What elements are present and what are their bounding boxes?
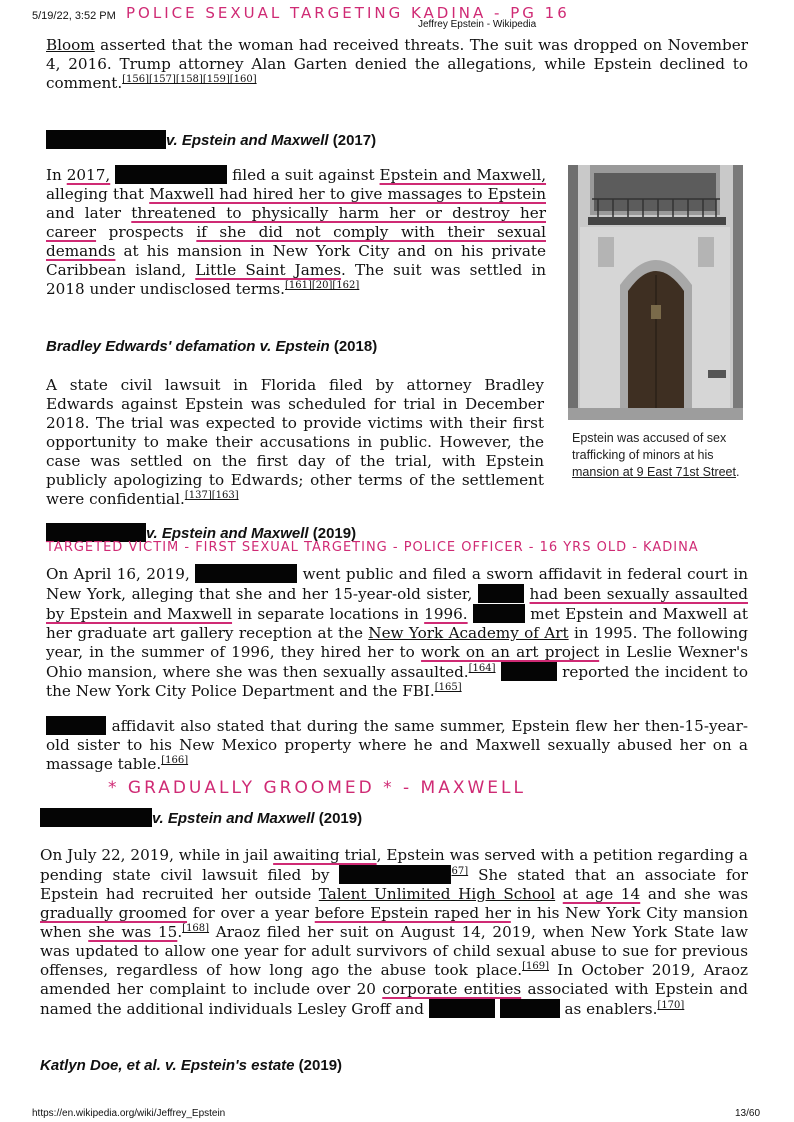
print-title: Jeffrey Epstein - Wikipedia bbox=[418, 19, 537, 30]
citation-refs[interactable]: [169] bbox=[522, 960, 549, 972]
print-datetime: 5/19/22, 3:52 PM bbox=[32, 10, 116, 22]
citation-refs[interactable]: [161][20][162] bbox=[285, 279, 360, 291]
section-heading-katlyn-doe: Katlyn Doe, et al. v. Epstein's estate (2019) bbox=[40, 1057, 343, 1074]
citation-refs[interactable]: [137][163] bbox=[184, 489, 239, 501]
redaction-box bbox=[115, 165, 227, 184]
case-2019b-paragraph: On July 22, 2019, while in jail awaiting trial, Epstein was served with a petition regarding a pending state civil lawsuit filed by $^{67]}$ She stated that an associate for Epstein had recruited her outside Talent Unlimited High School at age 14 and she was gradually groomed for over a year before Epstein raped her in his New York City mansion when she was 15.[168] Araoz filed her suit on August 14, 2019, when New York State law was updated to allow one year for adult survivors of child sexual abuse to sue for previous offenses, regardless of how long ago the abuse took place.[169] In October 2019, Araoz amended her complaint to include over 20 corporate entities associated with Epstein and named the additional individuals Lesley Groff and as enablers.[170] bbox=[40, 846, 749, 1018]
redaction-box bbox=[473, 604, 525, 623]
case-2017-paragraph: In 2017, filed a suit against Epstein and Maxwell, alleging that Maxwell had hired her to give massages to Epstein and later threatened to physically harm her or destroy her career prospects if she did not comply with their sexual demands at his mansion in New York City and on his private Caribbean island, Little Saint James. The suit was settled in 2018 under undisclosed terms.[161][20][162] bbox=[46, 166, 547, 298]
ny-academy-link[interactable]: New York Academy of Art bbox=[368, 624, 569, 642]
redaction-box bbox=[46, 130, 166, 149]
case-2019a-paragraph-2: affidavit also stated that during the same summer, Epstein flew her then-15-year-old sister to his New Mexico property where he and Maxwell sexually abused her on a massage table.[166] bbox=[46, 717, 748, 773]
mansion-facade-image bbox=[568, 165, 743, 420]
citation-refs[interactable]: [168] bbox=[182, 922, 210, 934]
corporate-entities-link[interactable]: corporate entities bbox=[382, 980, 522, 998]
section-heading-2017: v. Epstein and Maxwell (2017) bbox=[46, 130, 376, 149]
citation-refs[interactable]: [170] bbox=[657, 999, 685, 1011]
redaction-box bbox=[429, 999, 495, 1018]
section-heading-2019a: v. Epstein and Maxwell (2019) bbox=[46, 523, 356, 542]
redaction-box bbox=[195, 564, 297, 583]
print-url: https://en.wikipedia.org/wiki/Jeffrey_Epstein bbox=[32, 1108, 226, 1119]
intro-paragraph: Bloom asserted that the woman had received threats. The suit was dropped on November 4, 2016. Trump attorney Alan Garten denied the allegations, while Epstein declined to comment.[156][157][158][159][160] bbox=[46, 36, 748, 92]
redaction-box bbox=[339, 865, 451, 884]
handwritten-note-groomed: * GRADUALLY GROOMED * - MAXWELL bbox=[108, 778, 526, 798]
redaction-box bbox=[501, 662, 557, 681]
citation-refs[interactable]: [164] bbox=[468, 662, 496, 674]
handwritten-note-mid: TARGETED VICTIM - FIRST SEXUAL TARGETING - POLICE OFFICER - 16 YRS OLD - KADINA bbox=[46, 540, 699, 555]
redaction-box bbox=[40, 808, 152, 827]
case-2019a-paragraph: On April 16, 2019, went public and filed a sworn affidavit in federal court in New York, alleging that she and her 15-year-old sister, had been sexually assaulted by Epstein and Maxwell in separate locations in 1996. met Epstein and Maxwell at her graduate art gallery reception at the New York Academy of Art in 1995. The following year, in the summer of 1996, they hired her to work on an art project in Leslie Wexner's Ohio mansion, where she was then sexually assaulted.[164] reported the incident to the New York City Police Department and the FBI.[165] bbox=[46, 565, 749, 700]
talent-unlimited-link[interactable]: Talent Unlimited High School bbox=[318, 885, 556, 903]
epstein-maxwell-link[interactable]: Epstein and Maxwell, bbox=[379, 166, 547, 184]
photo-caption: Epstein was accused of sex trafficking of minors at his mansion at 9 East 71st Street. bbox=[572, 431, 740, 479]
little-saint-james-link[interactable]: Little Saint James bbox=[195, 261, 342, 279]
mansion-photo[interactable] bbox=[568, 165, 743, 420]
mansion-link[interactable]: mansion at 9 East 71st Street bbox=[572, 465, 736, 479]
bloom-link[interactable]: Bloom bbox=[46, 36, 95, 54]
section-heading-2019b: v. Epstein and Maxwell (2019) bbox=[40, 808, 362, 827]
citation-refs[interactable]: 67] bbox=[451, 865, 469, 877]
citation-refs[interactable]: [156][157][158][159][160] bbox=[122, 73, 257, 85]
redaction-box bbox=[478, 584, 524, 603]
section-heading-2018: Bradley Edwards' defamation v. Epstein (2018) bbox=[46, 338, 378, 355]
redaction-box bbox=[46, 716, 106, 735]
case-2018-paragraph: A state civil lawsuit in Florida filed by attorney Bradley Edwards against Epstein was scheduled for trial in December 2018. The trial was expected to provide victims with their first opportunity to make their accusations in public. However, the case was settled on the first day of the trial, with Epstein publicly apologizing to Edwards; other terms of the settlement were confidential.[137][163] bbox=[46, 376, 544, 508]
citation-refs[interactable]: [165] bbox=[434, 681, 462, 693]
handwritten-note-top: POLICE SEXUAL TARGETING KADINA - PG 16 bbox=[126, 4, 570, 22]
citation-refs[interactable]: [166] bbox=[161, 754, 189, 766]
page-number: 13/60 bbox=[735, 1108, 761, 1119]
redaction-box bbox=[500, 999, 560, 1018]
